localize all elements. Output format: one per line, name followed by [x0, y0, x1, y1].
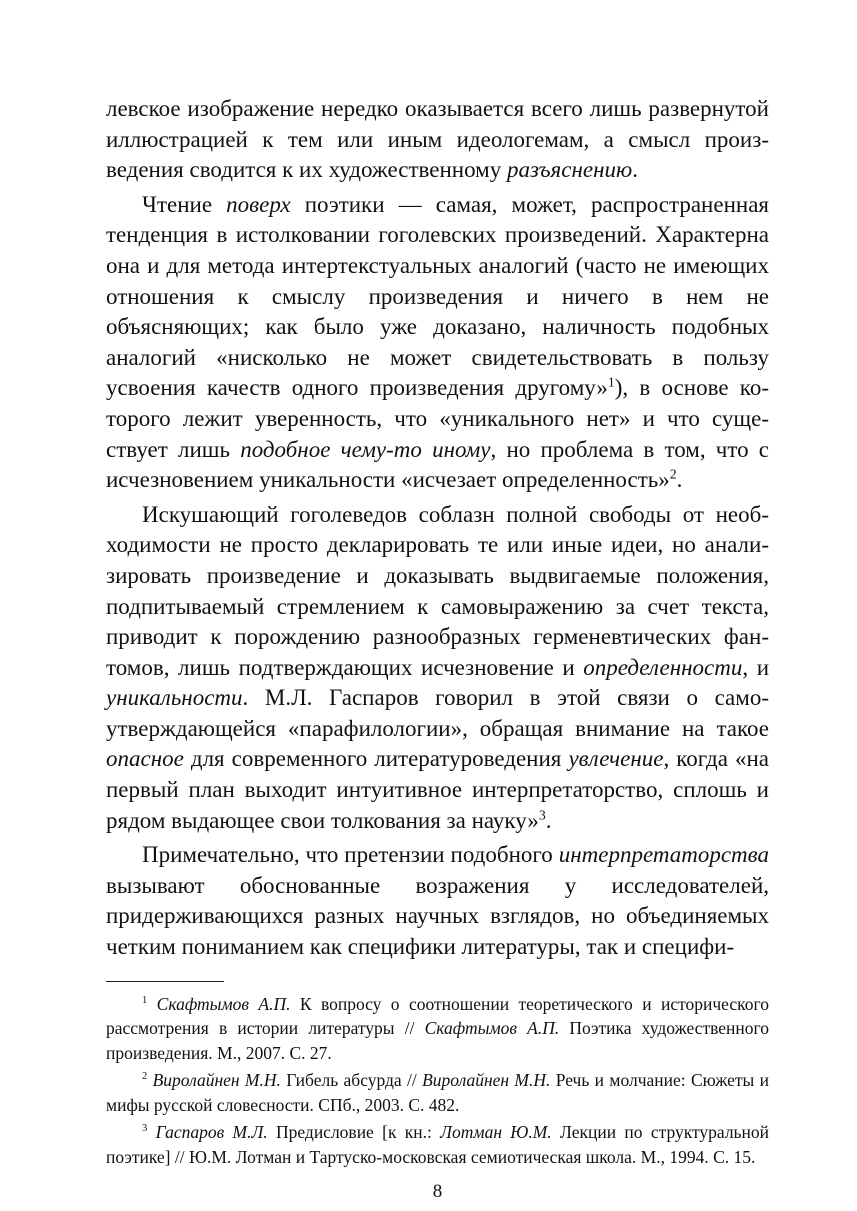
footnote-1 — [106, 992, 769, 1066]
footnote-3 — [106, 1120, 769, 1169]
text-run: поэтики — самая, может, распространенная тенденция в истолковании гоголевских произведений. Характерна она и для метода интертекстуальных аналогий (часто не имеющих отношения к смыслу произведения и ничего в нем не объясняющих; как было уже доказано, наличность подобных аналогий «нисколько не может свидетельствовать в пользу усвоения качеств одного произведения другому» — [106, 191, 769, 401]
footnote-separator — [106, 981, 224, 982]
paragraph-3 — [106, 500, 769, 837]
text-run: , и — [742, 654, 770, 680]
footnote-author: Виролайнен М.Н. — [152, 1070, 281, 1091]
footnote-text: К вопросу о соотношении теоретического и исторического рассмотрения в истории литературы // — [106, 993, 769, 1039]
text-run: Примечательно, что претензии подобного — [142, 842, 559, 868]
paragraph-4 — [106, 840, 769, 962]
italic-run: поверх — [226, 191, 291, 217]
text-run: . — [545, 807, 552, 833]
footnote-text: Предисловие [к кн.: — [267, 1122, 441, 1143]
text-run: , когда «на первый план выходит интуитивное интерпретаторство, сплошь и рядом выдающее свои толкования за науку» — [106, 746, 769, 833]
footnote-author: Лотман Ю.М. — [440, 1122, 552, 1143]
text-run: . — [632, 157, 638, 183]
text-run: ), в основе которого лежит уверенность, что «уникального нет» и что существует лишь — [106, 375, 769, 462]
footnote-text: Поэтика художественного произведения. М., 2007. С. 27. — [106, 1018, 769, 1063]
text-run: левское изображение нередко оказывается всего лишь развернутой иллюстрацией к тем или иным идеологемам, а смысл произведения сводится к их художественному — [106, 96, 769, 183]
page-number: 8 — [432, 1181, 443, 1203]
italic-run: подобное чему-то иному — [240, 436, 491, 462]
footnote-author: Виролайнен М.Н. — [422, 1070, 551, 1091]
footnote-author: Скафтымов А.П. — [156, 993, 291, 1014]
italic-run: уникальности — [106, 685, 243, 711]
text-run: , но проблема в том, что с исчезновением уникальности «исчезает определенность» — [106, 436, 769, 493]
footnote-text: Речь и молчание: Сюжеты и мифы русской словесности. СПб., 2003. С. 482. — [106, 1070, 770, 1115]
italic-run: увлечение — [568, 746, 664, 772]
text-run: Искушающий гоголеведов соблазн полной свободы от необходимости не просто декларировать те или иные идеи, но анализировать произведение и доказывать выдвигаемые положения, подпитываемый стремлением к самовыражению за счет текста, приводит к порождению разнообразных герменевтических фантомов, лишь подтверждающих исчезновение и — [106, 501, 769, 680]
footnote-author: Скафтымов А.П. — [424, 1018, 560, 1039]
footnote-number: 1 — [142, 994, 148, 1006]
text-run: для современного литературоведения — [183, 746, 569, 772]
paragraph-1 — [106, 94, 769, 186]
italic-run: определенности — [583, 654, 743, 680]
body-text — [106, 94, 769, 963]
italic-run: разъяснению — [506, 157, 633, 183]
footnote-2 — [106, 1068, 769, 1117]
footnote-text: Гибель абсурда // — [280, 1070, 423, 1091]
text-run: . М.Л. Гаспаров говорил в этой связи о самоутверждающейся «парафилологии», обращая внимание на такое — [106, 685, 769, 741]
footnotes — [106, 992, 769, 1170]
italic-run: интерпретаторства — [558, 842, 769, 868]
footnote-author: Гаспаров М.Л. — [155, 1122, 268, 1143]
document-page — [106, 94, 769, 1203]
footnote-text: Лекции по структуральной поэтике] // Ю.М. Лотман и Тартуско-московская семиотическая школа. М., 1994. С. 15. — [106, 1122, 770, 1167]
footnote-ref-1: 1 — [607, 374, 615, 390]
text-run: . — [676, 467, 683, 493]
footnote-number: 2 — [142, 1071, 148, 1083]
paragraph-2 — [106, 190, 769, 496]
footnote-number: 3 — [142, 1123, 148, 1135]
footnote-ref-2: 2 — [669, 466, 677, 482]
text-run: вызывают обоснованные возражения у исследователей, придерживающихся разных научных взглядов, но объединяемых четким пониманием как специфики литературы, так и специфи- — [106, 872, 769, 960]
text-run: Чтение — [142, 191, 227, 217]
italic-run: опасное — [106, 746, 184, 772]
footnote-ref-3: 3 — [538, 807, 546, 822]
